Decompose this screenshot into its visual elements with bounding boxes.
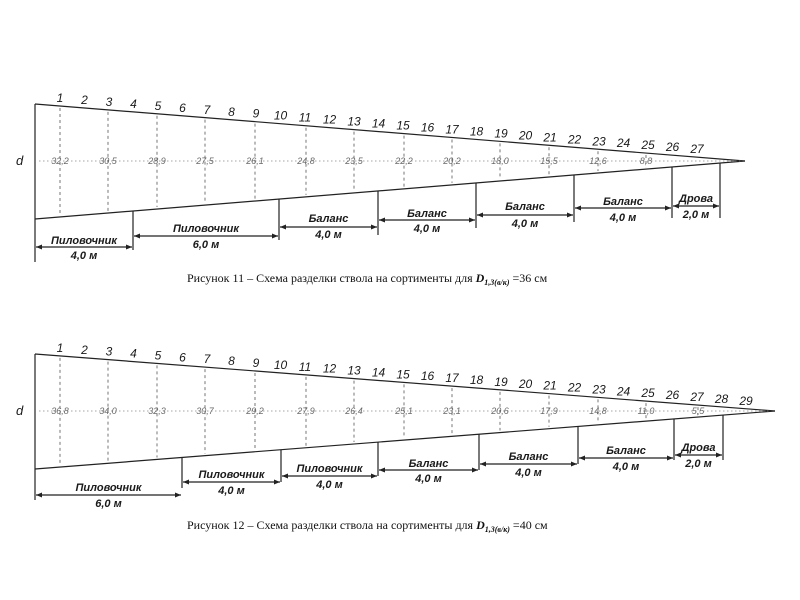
arrowhead-right: [472, 468, 478, 473]
segment-length: 4,0 м: [413, 223, 441, 235]
diameter-symbol: d: [16, 153, 24, 168]
diameter-value: 36,8: [51, 406, 69, 416]
diameter-value: 29,2: [246, 406, 264, 416]
segment-assortment-name: Баланс: [505, 201, 545, 213]
arrowhead-right: [665, 206, 671, 211]
meter-mark-number: 18: [469, 124, 484, 139]
segment-assortment-name: Пиловочник: [75, 482, 142, 494]
diameter-value: 25,1: [395, 406, 413, 416]
diameter-value: 26,4: [345, 406, 363, 416]
assortment-segment: [379, 208, 475, 235]
segment-assortment-name: Баланс: [308, 213, 349, 225]
meter-mark-number: 11: [298, 110, 312, 125]
meter-mark-number: 10: [273, 357, 288, 372]
segment-assortment-name: Пиловочник: [51, 235, 117, 247]
meter-mark-number: 19: [494, 374, 508, 389]
meter-mark-number: 13: [347, 363, 361, 378]
diameter-value: 30,5: [99, 156, 117, 166]
segment-length: 4,0 м: [315, 229, 342, 241]
meter-mark-number: 12: [322, 361, 337, 376]
diameter-value: 8,8: [639, 156, 653, 166]
diameter-value: 11,0: [637, 406, 655, 416]
arrowhead-left: [36, 245, 42, 250]
meter-mark-number: 7: [203, 352, 211, 367]
meter-mark-number: 28: [714, 391, 729, 406]
diameter-value: 12,6: [589, 156, 607, 166]
arrowhead-left: [579, 456, 585, 461]
diameter-value: 34,0: [99, 406, 117, 416]
meter-mark-number: 14: [371, 116, 386, 131]
meter-mark-number: 27: [690, 389, 704, 404]
figure-11-stem-diagram: [16, 91, 745, 287]
figure-caption: Рисунок 11 – Схема разделки ствола на сортименты для $D_{1,3(в/к)} =36$ см: [187, 271, 548, 287]
diameter-value: 5,5: [691, 406, 705, 416]
meter-mark-number: 21: [543, 130, 557, 145]
diameter-value: 20,6: [491, 406, 509, 416]
stem-top-edge: [35, 354, 775, 411]
assortment-segment: [379, 458, 478, 485]
meter-mark-number: 6: [179, 350, 186, 365]
meter-mark-number: 10: [273, 108, 288, 123]
meter-mark-number: 2: [81, 92, 88, 107]
arrowhead-right: [713, 204, 719, 209]
meter-mark-number: 11: [298, 359, 312, 374]
meter-mark-number: 13: [347, 114, 361, 129]
meter-mark-number: 25: [641, 138, 655, 153]
segment-assortment-name: Баланс: [603, 196, 643, 208]
segment-length: 4,0 м: [70, 250, 98, 262]
segment-assortment-name: Дрова: [681, 442, 716, 454]
arrowhead-left: [282, 474, 288, 479]
meter-mark-number: 29: [739, 393, 753, 408]
segment-length: 2,0 м: [682, 209, 710, 221]
arrowhead-left: [477, 213, 483, 218]
arrowhead-right: [716, 453, 722, 458]
diameter-value: 18,0: [491, 156, 509, 166]
diameter-value: 24,8: [297, 156, 315, 166]
meter-mark-number: 26: [665, 388, 680, 403]
assortment-segment: [280, 213, 377, 241]
arrowhead-right: [274, 480, 280, 485]
arrowhead-right: [175, 493, 181, 498]
meter-mark-number: 12: [322, 112, 337, 127]
segment-assortment-name: Баланс: [508, 451, 549, 463]
meter-mark-number: 22: [567, 380, 582, 395]
meter-mark-number: 23: [592, 382, 606, 397]
assortment-segment: [480, 451, 577, 479]
meter-mark-number: 15: [396, 367, 410, 382]
meter-mark-number: 20: [518, 376, 533, 391]
arrowhead-right: [272, 234, 278, 239]
assortment-segment: [675, 442, 722, 470]
meter-mark-number: 18: [469, 373, 484, 388]
stem-top-edge: [35, 104, 745, 161]
meter-mark-number: 17: [445, 371, 459, 386]
meter-mark-number: 5: [154, 348, 162, 363]
segment-assortment-name: Баланс: [407, 208, 447, 220]
arrowhead-right: [371, 474, 377, 479]
arrowhead-left: [280, 225, 286, 230]
meter-mark-number: 1: [56, 91, 64, 106]
meter-mark-number: 24: [616, 384, 631, 399]
segment-length: 2,0 м: [685, 458, 712, 470]
diameter-value: 23,5: [345, 156, 363, 166]
figure-12-stem-diagram: [16, 341, 775, 534]
meter-mark-number: 7: [203, 102, 211, 117]
meter-mark-number: 25: [641, 386, 655, 401]
arrowhead-right: [469, 218, 475, 223]
segment-length: 4,0 м: [612, 461, 640, 473]
assortment-segment: [36, 482, 181, 510]
segment-length: 4,0 м: [415, 473, 442, 485]
diameter-value: 17,9: [540, 406, 558, 416]
meter-mark-number: 9: [252, 356, 260, 371]
stem-bottom-edge: [35, 161, 745, 219]
meter-mark-number: 27: [690, 142, 704, 157]
arrowhead-left: [675, 453, 681, 458]
diameter-value: 30,7: [196, 406, 214, 416]
figure-caption: Рисунок 12 – Схема разделки ствола на сортименты для $D_{1,3(в/к)} =40$ см: [187, 518, 548, 534]
meter-mark-number: 8: [228, 104, 235, 119]
segment-assortment-name: Дрова: [679, 193, 713, 205]
meter-mark-number: 24: [616, 136, 631, 151]
meter-mark-number: 21: [543, 378, 557, 393]
diameter-value: 28,9: [148, 156, 166, 166]
meter-mark-number: 3: [105, 344, 113, 359]
meter-mark-number: 26: [665, 140, 680, 155]
diameter-value: 32,2: [51, 156, 69, 166]
diameter-value: 27,9: [297, 406, 315, 416]
arrowhead-right: [371, 225, 377, 230]
diameter-value: 20,2: [443, 156, 461, 166]
arrowhead-left: [379, 468, 385, 473]
meter-mark-number: 8: [228, 354, 235, 369]
meter-mark-number: 17: [445, 122, 459, 137]
diameter-symbol: d: [16, 403, 24, 418]
meter-mark-number: 15: [396, 118, 410, 133]
arrowhead-right: [567, 213, 573, 218]
meter-mark-number: 16: [420, 120, 435, 135]
diameter-value: 23,1: [443, 406, 461, 416]
meter-mark-number: 22: [567, 132, 582, 147]
segment-length: 6,0 м: [192, 239, 220, 251]
diameter-value: 15,5: [540, 156, 558, 166]
meter-mark-number: 16: [420, 369, 435, 384]
diameter-value: 32,3: [148, 406, 166, 416]
meter-mark-number: 6: [179, 100, 186, 115]
arrowhead-right: [571, 462, 577, 467]
segment-assortment-name: Пиловочник: [296, 463, 363, 475]
diameter-value: 14,8: [589, 406, 607, 416]
assortment-segment: [134, 223, 278, 251]
assortment-segment: [282, 463, 377, 491]
arrowhead-left: [575, 206, 581, 211]
meter-mark-number: 20: [518, 128, 533, 143]
meter-mark-number: 5: [154, 98, 162, 113]
assortment-segment: [183, 469, 280, 497]
diameter-value: 22,2: [395, 156, 413, 166]
meter-mark-number: 1: [56, 340, 64, 355]
assortment-segment: [477, 201, 573, 230]
assortment-segment: [575, 196, 671, 224]
segment-assortment-name: Баланс: [408, 458, 449, 470]
assortment-segment: [673, 193, 719, 221]
assortment-segment: [36, 235, 132, 262]
arrowhead-right: [667, 456, 673, 461]
meter-mark-number: 4: [130, 346, 137, 361]
segment-assortment-name: Пиловочник: [173, 223, 239, 235]
segment-assortment-name: Пиловочник: [198, 469, 265, 481]
segment-length: 4,0 м: [609, 212, 637, 224]
arrowhead-left: [480, 462, 486, 467]
meter-mark-number: 3: [105, 94, 113, 109]
arrowhead-left: [379, 218, 385, 223]
segment-length: 4,0 м: [218, 485, 245, 497]
arrowhead-left: [183, 480, 189, 485]
meter-mark-number: 19: [494, 126, 508, 141]
segment-length: 4,0 м: [511, 218, 539, 230]
meter-mark-number: 23: [592, 134, 606, 149]
arrowhead-right: [126, 245, 132, 250]
stem-bottom-edge: [35, 411, 775, 469]
segment-length: 4,0 м: [316, 479, 343, 491]
segment-assortment-name: Баланс: [606, 445, 646, 457]
segment-length: 4,0 м: [515, 467, 542, 479]
segment-length: 6,0 м: [95, 498, 122, 510]
meter-mark-number: 4: [130, 96, 137, 111]
meter-mark-number: 9: [252, 106, 260, 121]
diameter-value: 26,1: [246, 156, 264, 166]
meter-mark-number: 14: [371, 365, 386, 380]
assortment-segment: [579, 445, 673, 473]
diameter-value: 27,5: [196, 156, 214, 166]
arrowhead-left: [36, 493, 42, 498]
arrowhead-left: [134, 234, 140, 239]
meter-mark-number: 2: [81, 342, 88, 357]
